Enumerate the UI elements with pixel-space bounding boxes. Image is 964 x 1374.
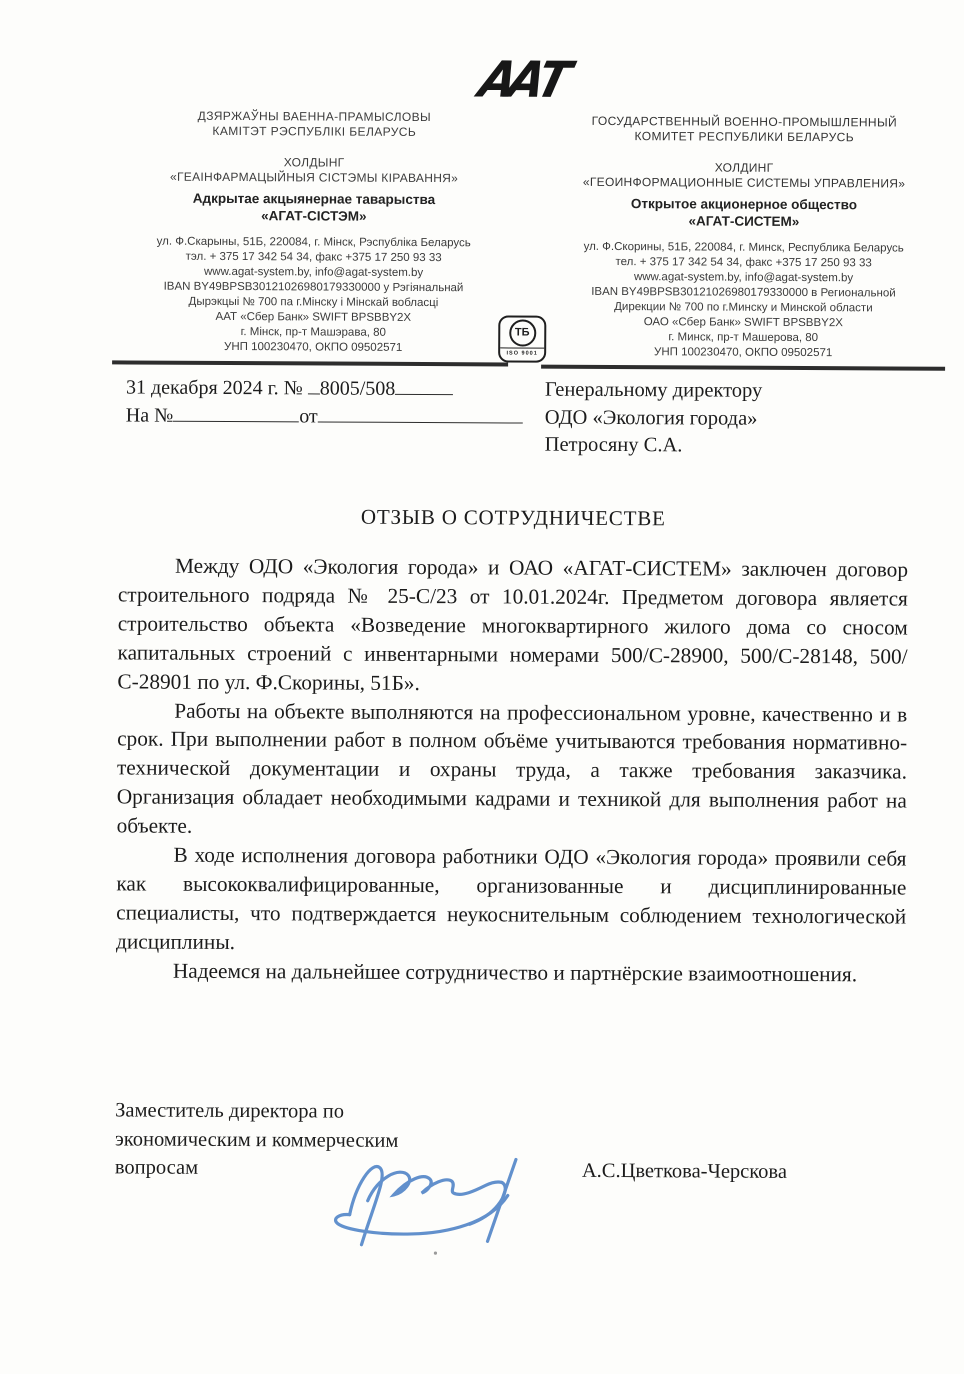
iso-9001-caption: ISO 9001	[500, 347, 544, 356]
address-line: ул. Ф.Скорины, 51Б, 220084, г. Минск, Республика Беларусь	[583, 240, 904, 255]
address-line: УНП 100230470, ОКПО 09502571	[224, 340, 403, 354]
outgoing-date-number-line	[126, 373, 526, 403]
address-line: ОАО «Сбер Банк» SWIFT BPSBBY2X	[643, 316, 843, 330]
reply-number-line	[173, 402, 299, 423]
address-line: IBAN BY49BPSB30121026980179330000 у Рэгіянальнай	[163, 280, 464, 295]
company-address-ru	[541, 240, 946, 362]
signer-position-line3: вопросам	[114, 1156, 199, 1179]
address-line: г. Мінск, пр-т Машэрава, 80	[240, 326, 386, 339]
signer-name: А.С.Цветкова-Черскова	[581, 1159, 788, 1183]
address-line: IBAN BY49BPSB30121026980179330000 в Региональной	[591, 285, 896, 300]
address-line: УНП 100230470, ОКПО 09502571	[654, 346, 833, 360]
holding-name-ru-line2: «ГЕОИНФОРМАЦИОННЫЕ СИСТЕМЫ УПРАВЛЕНИЯ»	[582, 174, 906, 191]
body-paragraph-3: В ходе исполнения договора работники ОДО «Экология города» проявили себя как высококвалифицированные, организованные и дисциплинированные специалисты, что подтверждается неукоснительным соблюдением технологической дисциплины.	[116, 842, 907, 954]
address-line: Дырэкцыі № 700 па г.Мінску і Мінскай вобласці	[188, 295, 439, 310]
address-line: www.agat-system.by, info@agat-system.by	[633, 271, 854, 285]
company-address-by	[114, 234, 513, 356]
company-name-ru-line2: «АГАТ-СИСТЕМ»	[688, 212, 800, 229]
addressee-name: Петросяну С.А.	[544, 433, 683, 457]
reply-ot-label: от	[299, 405, 318, 428]
addressee-organization: ОДО «Экология города»	[544, 406, 758, 430]
header-rule-left	[112, 360, 508, 366]
committee-name-ru-line1: ГОСУДАРСТВЕННЫЙ ВОЕННО-ПРОМЫШЛЕННЫЙ	[591, 113, 898, 130]
outgoing-number: 8005/508	[319, 377, 396, 400]
signer-position-line1: Заместитель директора по	[115, 1099, 345, 1123]
holding-name-by-line1: ХОЛДЫНГ	[283, 155, 345, 170]
stb-mark: ТБ	[509, 319, 536, 346]
holding-name-by-line2: «ГЕАІНФАРМАЦЫЙНЫЯ СІСТЭМЫ КІРАВАННЯ»	[169, 169, 459, 185]
holding-name-ru-line1: ХОЛДИНГ	[714, 160, 774, 175]
address-line: тел. + 375 17 342 54 34, факс +375 17 250 93 33	[615, 256, 872, 270]
company-name-ru-line1: Открытое акционерное общество	[630, 196, 858, 213]
committee-name-by-line2: КАМІТЭТ РЭСПУБЛІКІ БЕЛАРУСЬ	[212, 123, 417, 139]
stb-iso9001-badge-icon	[498, 315, 546, 362]
address-line: ААТ «Сбер Банк» SWIFT BPSBBY2X	[215, 310, 412, 324]
address-line: ул. Ф.Скарыны, 51Б, 220084, г. Мінск, Рэспубліка Беларусь	[156, 235, 471, 250]
header-rule-right	[541, 365, 945, 371]
reply-reference-line	[126, 401, 526, 431]
agat-logo: ААТ	[473, 50, 571, 109]
signer-position-line2: экономическим и коммерческим	[114, 1127, 399, 1152]
address-line: тэл. + 375 17 342 54 34, факс +375 17 250 93 33	[185, 250, 442, 265]
address-line: г. Минск, пр-т Машерова, 80	[668, 331, 819, 345]
company-name-by-line2: «АГАТ-СІСТЭМ»	[261, 207, 367, 224]
address-line: www.agat-system.by, info@agat-system.by	[203, 265, 424, 280]
addressee-block	[545, 377, 925, 461]
handwritten-signature	[315, 1126, 531, 1267]
document-title: ОТЗЫВ О СОТРУДНИЧЕСТВЕ	[360, 504, 666, 531]
reply-na-label: На №	[125, 404, 174, 427]
letterhead-column-russian	[541, 114, 946, 362]
body-paragraph-2: Работы на объекте выполняются на профессиональном уровне, качественно и в срок. При выполнении работ в полном объёме учитываются требования нормативно-технической документации и охраны труда, а также требования заказчика. Организация обладает необходимыми кадрами и техникой для выполнения работ на объекте.	[116, 698, 908, 838]
number-underscore	[308, 374, 320, 394]
body-paragraph-4: Надеемся на дальнейшее сотрудничество и партнёрские взаимоотношения.	[172, 958, 858, 986]
addressee-position: Генеральному директору	[544, 378, 763, 402]
number-trailing-line	[395, 375, 453, 395]
reply-date-line	[318, 402, 523, 423]
letterhead-column-belarusian	[114, 108, 513, 356]
committee-name-ru-line2: КОМИТЕТ РЕСПУБЛИКИ БЕЛАРУСЬ	[634, 128, 855, 144]
letter-body	[116, 551, 908, 989]
address-line: Дирекции № 700 по г.Минску и Минской области	[614, 301, 873, 315]
date-label: 31 декабря 2024 г. №	[125, 376, 303, 400]
reference-block	[126, 373, 526, 431]
body-paragraph-1: Между ОДО «Экология города» и ОАО «АГАТ-СИСТЕМ» заключен договор строительного подряда № 25-С/23 от 10.01.2024г. Предметом договора является строительство объекта «Возведение многоквартирного жилого дома со сносом капитальных строений с инвентарными номерами 500/С-28900, 500/С-28148, 500/С-28901 по ул. Ф.Скорины, 51Б».	[117, 553, 909, 695]
ink-dot	[434, 1251, 437, 1254]
committee-name-by-line1: ДЗЯРЖАЎНЫ ВАЕННА-ПРАМЫСЛОВЫ	[197, 108, 432, 125]
company-name-by-line1: Адкрытае акцыянернае таварыства	[192, 190, 436, 208]
